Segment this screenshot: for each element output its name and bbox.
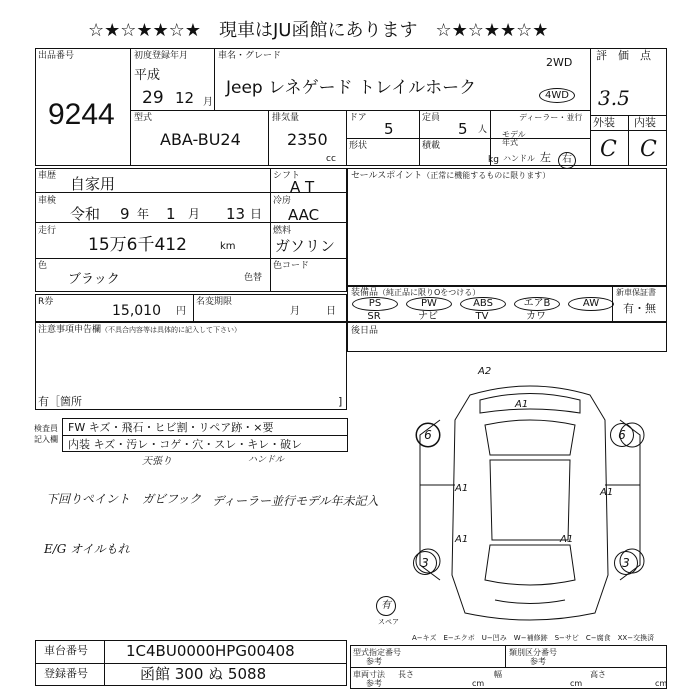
color-change-label: 色替 <box>244 273 263 283</box>
color-code-label: 色コード <box>273 261 310 271</box>
inspection-month: 1 <box>166 205 176 223</box>
warranty-value: 有・無 <box>623 302 656 315</box>
equipment-item: カワ <box>526 311 546 322</box>
equipment-item: PW <box>406 297 452 311</box>
drive-2wd: 2WD <box>546 56 573 69</box>
mark-left-rear-wheel: 3 <box>413 551 437 575</box>
capacity: 5 <box>458 120 468 138</box>
width-unit: cm <box>570 679 583 688</box>
capacity-label: 定員 <box>422 113 441 123</box>
load-label: 積載 <box>422 141 441 151</box>
fuel: ガソリン <box>275 237 336 255</box>
chassis-label: 車台番号 <box>44 644 88 657</box>
model-year-label: モデル 年式 <box>502 130 526 147</box>
mileage: 15万6千412 <box>88 235 187 255</box>
inspector-row2: 内装 キズ・汚レ・コゲ・穴・スレ・キレ・破レ <box>68 438 303 451</box>
load-unit: kg <box>488 155 499 165</box>
mileage-unit: km <box>220 241 236 252</box>
handle-left: 左 <box>540 151 551 164</box>
repair-history: 有［箇所 <box>38 395 82 408</box>
inspection-year-unit: 年 <box>137 207 150 221</box>
later-box <box>347 322 667 352</box>
handle-right: 右 <box>558 152 576 169</box>
inspector-annot-handle: ハンドル <box>248 455 285 465</box>
warranty-label: 新車保証書 <box>616 288 656 297</box>
inspection-era: 令和 <box>70 205 101 223</box>
length-unit: cm <box>472 679 485 688</box>
mileage-label: 走行 <box>38 226 57 236</box>
inspector-label: 検査員 記入欄 <box>34 424 58 444</box>
equipment-item: PS <box>352 297 398 311</box>
doors-label: ドア <box>349 113 367 123</box>
doors: 5 <box>384 120 394 138</box>
mark-right-mid: A1 <box>600 487 614 498</box>
spare-mark: 有 <box>376 596 396 616</box>
fuel-label: 燃料 <box>273 226 292 236</box>
color-label: 色 <box>38 261 48 271</box>
reg-month-unit: 月 <box>203 97 213 108</box>
height-unit: cm <box>655 679 668 688</box>
inspector-annot-roof: 天張り <box>142 456 172 467</box>
ext-label: 外装 <box>593 116 615 129</box>
height-label: 高さ <box>590 670 606 679</box>
reg-era: 平成 <box>134 68 161 83</box>
recycle-value: 15,010 <box>112 303 161 319</box>
registration: 函館 300 ぬ 5088 <box>140 665 267 683</box>
registration-label: 登録番号 <box>44 667 88 680</box>
tax-month-unit: 月 <box>290 306 300 317</box>
recycle-label: R券 <box>38 297 54 307</box>
dealer-label: ディーラー・並行 <box>519 113 583 122</box>
note-underbody: 下回りペイント ガビフック <box>46 492 202 506</box>
note-dealer: ディーラー並行モデル年未記入 <box>212 494 379 508</box>
size-label: 車両寸法 <box>353 670 385 679</box>
type-ref: 参考 <box>366 657 382 666</box>
later-label: 後日品 <box>351 326 379 336</box>
color: ブラック <box>68 272 120 287</box>
reg-month: 12 <box>175 89 195 107</box>
legend: A−キズ E−エクボ U−凹み W−補修跡 S−サビ C−腐食 XX−交換済 <box>412 634 655 642</box>
equipment-item: SR <box>367 311 381 322</box>
score-value: 3.5 <box>598 86 630 110</box>
model-code-label: 型式 <box>134 113 153 123</box>
banner: ☆★☆★★☆★ 現車はJU函館にあります ☆★☆★★☆★ <box>88 20 549 41</box>
width-label: 幅 <box>494 670 502 679</box>
capacity-unit: 人 <box>478 125 488 135</box>
sales-point-box <box>347 168 667 286</box>
model-code: ABA-BU24 <box>160 130 241 149</box>
equipment-item: ナビ <box>418 311 438 322</box>
inspection-label: 車検 <box>38 196 57 206</box>
inspection-year: 9 <box>120 205 130 223</box>
shift: A T <box>290 178 315 196</box>
handle-label: ハンドル <box>503 154 535 163</box>
inspection-day-unit: 日 <box>250 207 263 221</box>
tax-label: 名変期限 <box>196 297 233 307</box>
tax-day-unit: 日 <box>326 306 336 317</box>
note-oil: E/G オイルもれ <box>44 542 130 556</box>
recycle-unit: 円 <box>176 306 186 317</box>
mark-left-lower: A1 <box>455 534 469 545</box>
equipment-item: エアB <box>514 297 560 311</box>
shape-label: 形状 <box>349 141 368 151</box>
mark-front: A2 <box>478 366 492 377</box>
notes-label: 注意事項申告欄（不具合内容等は具体的に記入して下さい） <box>38 325 242 335</box>
inspector-row1: FW キズ・飛石・ヒビ割・リペア跡・×要 <box>68 421 274 434</box>
aircon-label: 冷房 <box>273 196 292 206</box>
mark-right-rear-wheel: 3 <box>614 551 638 575</box>
mark-right-lower: A1 <box>560 534 574 545</box>
recycle-row <box>35 294 347 322</box>
mark-left-front-wheel: 6 <box>416 423 440 447</box>
model-name-label: 車名・グレード <box>218 51 282 61</box>
size-ref: 参考 <box>366 679 382 688</box>
repair-bracket: ] <box>338 395 343 408</box>
class-number-label: 類別区分番号 <box>509 648 557 657</box>
history-label: 車歴 <box>38 171 57 181</box>
aircon: AAC <box>288 206 320 224</box>
sales-point-label: セールスポイント（正常に機能するものに限ります） <box>351 171 551 181</box>
lot-number: 9244 <box>48 98 115 131</box>
inspection-day: 13 <box>226 205 246 223</box>
displacement-unit: cc <box>326 154 336 164</box>
int-score: C <box>640 137 657 162</box>
drive-4wd: 4WD <box>539 88 575 103</box>
mark-left-mid: A1 <box>455 483 469 494</box>
int-label: 内装 <box>634 116 656 129</box>
mark-front-inner: A1 <box>515 399 529 410</box>
ext-score: C <box>600 137 617 162</box>
spare-label: スペア <box>378 618 399 626</box>
equipment-label: 装備品（純正品に限りOをつける） <box>351 288 481 298</box>
chassis: 1C4BU0000HPG00408 <box>126 642 295 660</box>
score-label: 評 価 点 <box>596 49 651 62</box>
displacement: 2350 <box>287 130 328 149</box>
mark-right-front-wheel: 6 <box>610 423 634 447</box>
shift-label: シフト <box>273 171 301 181</box>
type-number-label: 型式指定番号 <box>353 648 401 657</box>
reg-year: 29 <box>142 88 164 108</box>
displacement-label: 排気量 <box>272 113 300 123</box>
length-label: 長さ <box>398 670 414 679</box>
equipment-item: ABS <box>460 297 506 311</box>
equipment-item: AW <box>568 297 614 311</box>
inspection-month-unit: 月 <box>188 207 201 221</box>
class-ref: 参考 <box>530 657 546 666</box>
car-diagram <box>400 365 660 635</box>
history: 自家用 <box>70 175 116 193</box>
lot-label: 出品番号 <box>38 51 75 61</box>
reg-date-label: 初度登録年月 <box>134 51 189 61</box>
model-name: Jeep レネゲード トレイルホーク <box>226 78 477 98</box>
equipment-item: TV <box>475 311 489 322</box>
